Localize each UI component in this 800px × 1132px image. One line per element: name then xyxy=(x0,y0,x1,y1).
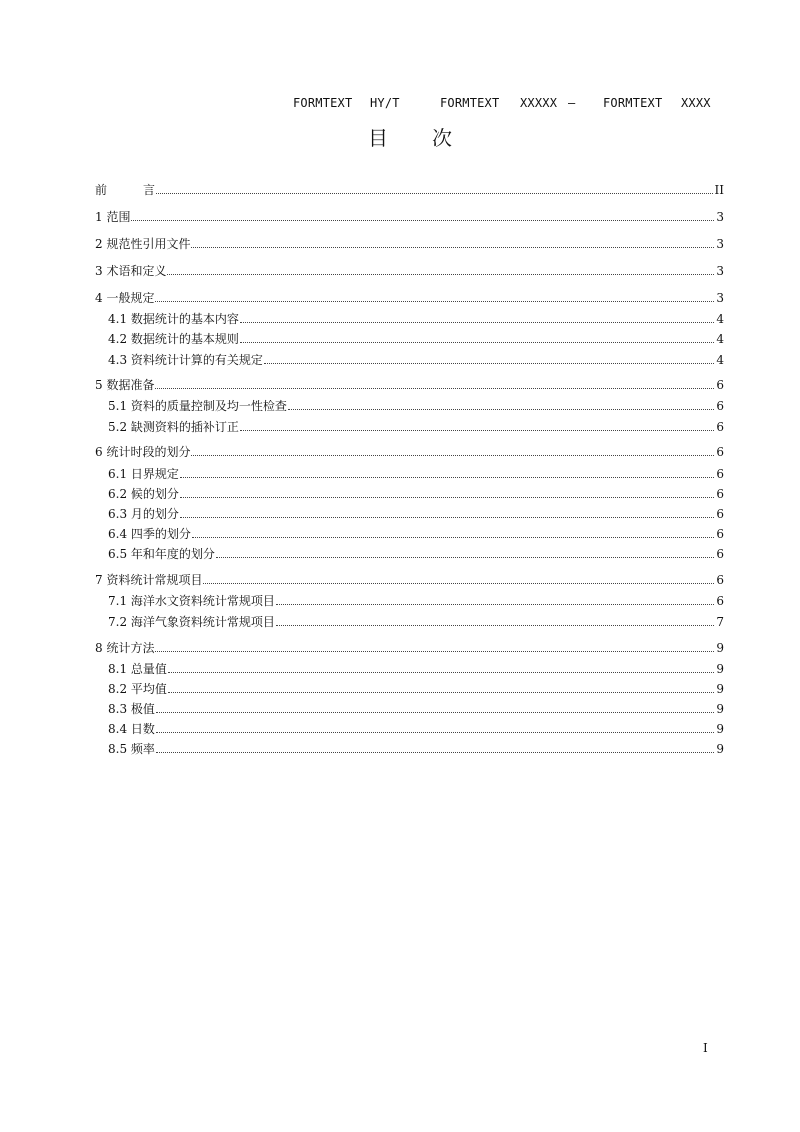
toc-dot-leader xyxy=(240,429,714,431)
toc-entry-page-number: II xyxy=(714,183,724,197)
toc-entry-label: 3 术语和定义 xyxy=(95,264,167,278)
toc-entry-page-number: 6 xyxy=(716,487,724,501)
toc-subsection-entry[interactable] xyxy=(108,506,724,522)
toc-dot-leader xyxy=(216,556,714,558)
header-field-3: FORMTEXT xyxy=(440,96,500,110)
toc-section-entry[interactable] xyxy=(95,572,724,588)
toc-entry-page-number: 9 xyxy=(716,641,724,655)
toc-entry-label: 8.3 极值 xyxy=(108,702,155,716)
toc-subsection-entry[interactable] xyxy=(108,546,724,562)
toc-dot-leader xyxy=(168,691,714,693)
toc-subsection-entry[interactable] xyxy=(108,486,724,502)
toc-section-entry[interactable] xyxy=(95,236,724,252)
toc-dot-leader xyxy=(203,582,714,584)
toc-dot-leader xyxy=(288,408,714,410)
toc-dot-leader xyxy=(167,273,714,275)
toc-section-entry[interactable] xyxy=(95,209,724,225)
header-field-5: FORMTEXT xyxy=(603,96,663,110)
header-standard-prefix: HY/T xyxy=(370,96,400,110)
toc-entry-page-number: 3 xyxy=(716,237,724,251)
toc-entry-page-number: 4 xyxy=(716,312,724,326)
toc-section-entry[interactable] xyxy=(95,263,724,279)
toc-entry-label: 4.3 资料统计计算的有关规定 xyxy=(108,353,263,367)
toc-subsection-entry[interactable] xyxy=(108,614,724,630)
toc-entry-label: 5.1 资料的质量控制及均一性检查 xyxy=(108,399,287,413)
toc-subsection-entry[interactable] xyxy=(108,352,724,368)
toc-subsection-entry[interactable] xyxy=(108,526,724,542)
toc-dot-leader xyxy=(180,496,714,498)
toc-entry-label: 7.2 海洋气象资料统计常规项目 xyxy=(108,615,275,629)
toc-entry-label: 6 统计时段的划分 xyxy=(95,445,191,459)
toc-dot-leader xyxy=(264,362,714,364)
title-char-2: 次 xyxy=(432,126,452,150)
toc-subsection-entry[interactable] xyxy=(108,466,724,482)
toc-subsection-entry[interactable] xyxy=(108,311,724,327)
toc-entry-label: 8.4 日数 xyxy=(108,722,155,736)
toc-entry-page-number: 9 xyxy=(716,702,724,716)
toc-subsection-entry[interactable] xyxy=(108,701,724,717)
toc-entry-label: 6.2 候的划分 xyxy=(108,487,179,501)
toc-entry-label: 8.2 平均值 xyxy=(108,682,167,696)
toc-dot-leader xyxy=(180,476,714,478)
toc-dot-leader xyxy=(156,192,713,194)
toc-section-entry[interactable] xyxy=(95,444,724,460)
toc-dot-leader xyxy=(156,711,714,713)
toc-entry-page-number: 6 xyxy=(716,547,724,561)
toc-dot-leader xyxy=(240,341,714,343)
toc-subsection-entry[interactable] xyxy=(108,721,724,737)
toc-entry-page-number: 6 xyxy=(716,507,724,521)
toc-entry-page-number: 9 xyxy=(716,682,724,696)
toc-dot-leader xyxy=(180,516,714,518)
toc-entry-label: 5 数据准备 xyxy=(95,378,155,392)
toc-entry-page-number: 9 xyxy=(716,662,724,676)
toc-dot-leader xyxy=(192,536,714,538)
toc-subsection-entry[interactable] xyxy=(108,661,724,677)
toc-entry-label: 8 统计方法 xyxy=(95,641,155,655)
toc-entry-page-number: 6 xyxy=(716,594,724,608)
toc-dot-leader xyxy=(276,603,714,605)
toc-subsection-entry[interactable] xyxy=(108,398,724,414)
toc-entry-page-number: 3 xyxy=(716,210,724,224)
toc-entry-label: 前 言 xyxy=(95,183,156,197)
toc-entry-page-number: 6 xyxy=(716,573,724,587)
toc-section-entry[interactable] xyxy=(95,290,724,306)
page-title xyxy=(0,122,800,152)
toc-dot-leader xyxy=(276,624,714,626)
toc-subsection-entry[interactable] xyxy=(108,331,724,347)
toc-entry-page-number: 9 xyxy=(716,742,724,756)
toc-dot-leader xyxy=(155,300,714,302)
toc-entry-page-number: 6 xyxy=(716,527,724,541)
toc-entry-label: 4.1 数据统计的基本内容 xyxy=(108,312,239,326)
toc-entry-label: 6.1 日界规定 xyxy=(108,467,179,481)
toc-entry-label: 2 规范性引用文件 xyxy=(95,237,191,251)
toc-dot-leader xyxy=(168,671,714,673)
toc-dot-leader xyxy=(131,219,714,221)
toc-subsection-entry[interactable] xyxy=(108,593,724,609)
toc-entry-label: 8.5 频率 xyxy=(108,742,155,756)
toc-subsection-entry[interactable] xyxy=(108,681,724,697)
toc-section-entry[interactable] xyxy=(95,640,724,656)
toc-dot-leader xyxy=(156,751,714,753)
toc-entry-label: 7.1 海洋水文资料统计常规项目 xyxy=(108,594,275,608)
toc-entry-label: 7 资料统计常规项目 xyxy=(95,573,203,587)
toc-entry-label: 5.2 缺测资料的插补订正 xyxy=(108,420,239,434)
toc-entry-label: 6.4 四季的划分 xyxy=(108,527,191,541)
toc-section-entry[interactable] xyxy=(95,377,724,393)
toc-entry-page-number: 6 xyxy=(716,378,724,392)
toc-entry-label: 6.5 年和年度的划分 xyxy=(108,547,215,561)
header-dash: — xyxy=(568,96,576,110)
toc-entry-page-number: 3 xyxy=(716,291,724,305)
page-number: I xyxy=(703,1041,708,1055)
toc-section-entry[interactable] xyxy=(95,182,724,198)
toc-dot-leader xyxy=(155,650,714,652)
toc-entry-label: 4 一般规定 xyxy=(95,291,155,305)
toc-subsection-entry[interactable] xyxy=(108,419,724,435)
document-header xyxy=(0,96,800,112)
toc-entry-label: 1 范围 xyxy=(95,210,131,224)
toc-entry-page-number: 7 xyxy=(716,615,724,629)
toc-entry-label: 4.2 数据统计的基本规则 xyxy=(108,332,239,346)
toc-dot-leader xyxy=(155,387,714,389)
toc-dot-leader xyxy=(156,731,714,733)
toc-dot-leader xyxy=(191,246,714,248)
header-standard-year: XXXX xyxy=(681,96,711,110)
header-field-1: FORMTEXT xyxy=(293,96,353,110)
toc-entry-page-number: 3 xyxy=(716,264,724,278)
toc-entry-page-number: 6 xyxy=(716,399,724,413)
toc-entry-page-number: 6 xyxy=(716,420,724,434)
toc-entry-page-number: 6 xyxy=(716,445,724,459)
toc-entry-label: 8.1 总量值 xyxy=(108,662,167,676)
header-standard-number: XXXXX xyxy=(520,96,558,110)
toc-entry-page-number: 4 xyxy=(716,353,724,367)
toc-entry-page-number: 6 xyxy=(716,467,724,481)
title-char-1: 目 xyxy=(368,126,388,150)
toc-subsection-entry[interactable] xyxy=(108,741,724,757)
toc-entry-page-number: 9 xyxy=(716,722,724,736)
toc-dot-leader xyxy=(240,321,714,323)
toc-entry-page-number: 4 xyxy=(716,332,724,346)
toc-dot-leader xyxy=(191,454,714,456)
toc-entry-label: 6.3 月的划分 xyxy=(108,507,179,521)
